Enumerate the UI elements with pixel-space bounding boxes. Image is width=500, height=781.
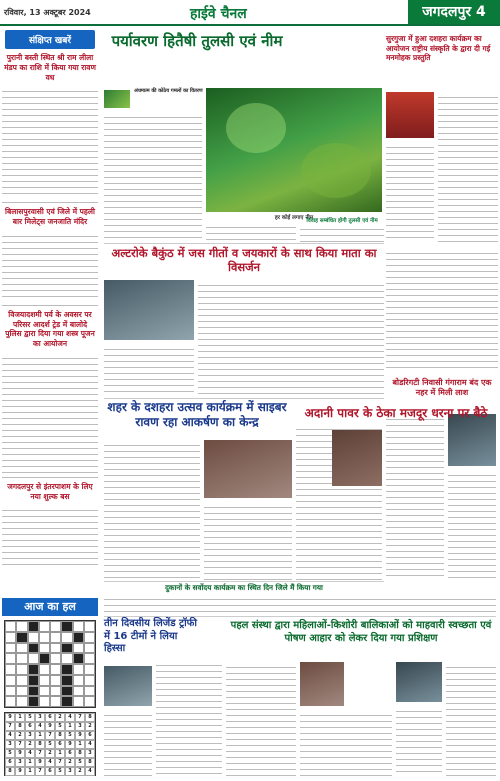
- sudoku-cell: 7: [45, 731, 55, 740]
- briefs-badge: संक्षिप्त खबरें: [5, 30, 95, 49]
- sudoku-cell: 2: [85, 722, 95, 731]
- crossword-cell: [16, 632, 27, 643]
- sudoku-cell: 7: [35, 749, 45, 758]
- crossword-grid: [4, 620, 96, 708]
- crossword-cell: [39, 696, 50, 707]
- right-text-3: [386, 414, 444, 580]
- cyber-text: [104, 440, 200, 580]
- headline-adani: अदानी पावर के ठेका मजदूर धरना पर बैठे: [304, 406, 488, 420]
- brief-headline-4: जगदलपुर से इंतरपाशम के लिए नया शुल्क बस: [7, 481, 93, 501]
- sudoku-cell: 1: [55, 749, 65, 758]
- issue-date: रविवार, 13 अक्टूबर 2024: [4, 8, 91, 17]
- training-text-1: [226, 662, 296, 776]
- training-text-4: [396, 706, 442, 776]
- crossword-cell: [28, 675, 39, 686]
- crossword-cell: [5, 632, 16, 643]
- crossword-cell: [16, 664, 27, 675]
- headline-visarjan: अल्टरोके बैकुंठ में जस गीतों व जयकारों के साथ किया माता का विसर्जन: [111, 246, 377, 275]
- sudoku-cell: 3: [15, 758, 25, 767]
- crossword-cell: [61, 686, 72, 697]
- sudoku-cell: 8: [15, 722, 25, 731]
- sudoku-cell: 8: [85, 758, 95, 767]
- crossword-cell: [84, 632, 95, 643]
- crossword-cell: [50, 643, 61, 654]
- sudoku-cell: 3: [85, 749, 95, 758]
- sudoku-cell: 4: [65, 713, 75, 722]
- right-headline-1: सुरगुजा में हुआ दशहरा कार्यक्रम का आयोजन राष्ट्रीय संस्कृति के द्वारा दी गई मनमोहक प्रस्तुति: [386, 34, 491, 63]
- crossword-cell: [61, 632, 72, 643]
- crossword-cell: [73, 675, 84, 686]
- right-text-2: [386, 248, 498, 373]
- headline-training: पहल संस्था द्वारा महिलाओं-किशोरी बालिकाओं को माहवारी स्वच्छता एवं पोषण आहार को लेकर दिया गया प्रशिक्षण: [230, 620, 492, 644]
- sudoku-cell: 2: [75, 767, 85, 776]
- brief-text-4: [2, 505, 98, 565]
- crossword-cell: [16, 696, 27, 707]
- crossword-cell: [84, 653, 95, 664]
- sudoku-cell: 9: [15, 749, 25, 758]
- crossword-cell: [61, 664, 72, 675]
- sudoku-cell: 2: [55, 713, 65, 722]
- trophy-photo: [104, 666, 152, 706]
- crossword-cell: [50, 621, 61, 632]
- crossword-cell: [28, 632, 39, 643]
- crossword-cell: [39, 632, 50, 643]
- story-text-col3: [300, 224, 384, 244]
- sudoku-cell: 4: [45, 758, 55, 767]
- crossword-cell: [28, 696, 39, 707]
- crossword-cell: [61, 675, 72, 686]
- crossword-cell: [28, 621, 39, 632]
- crossword-cell: [50, 675, 61, 686]
- sudoku-cell: 8: [75, 749, 85, 758]
- right-text-1b: [386, 142, 434, 242]
- sudoku-cell: 9: [15, 767, 25, 776]
- crossword-cell: [84, 664, 95, 675]
- sudoku-cell: 4: [25, 749, 35, 758]
- sudoku-cell: 6: [25, 722, 35, 731]
- crossword-cell: [61, 653, 72, 664]
- brief-text-1: [2, 86, 98, 198]
- section-title: हाईवे चैनल: [190, 6, 247, 22]
- crossword-cell: [73, 664, 84, 675]
- event-photo: [386, 92, 434, 138]
- crossword-cell: [16, 686, 27, 697]
- crossword-cell: [50, 632, 61, 643]
- sudoku-cell: 4: [85, 767, 95, 776]
- crossword-cell: [50, 664, 61, 675]
- sudoku-cell: 7: [5, 722, 15, 731]
- crossword-cell: [50, 696, 61, 707]
- sudoku-cell: 9: [75, 731, 85, 740]
- photo-caption: हर कोई लगाए नीम: [274, 215, 314, 221]
- training-text-3: [446, 662, 496, 776]
- crossword-cell: [73, 621, 84, 632]
- sudoku-cell: 5: [65, 731, 75, 740]
- visarjan-text: [198, 280, 384, 394]
- crossword-cell: [73, 632, 84, 643]
- sudoku-cell: 3: [5, 740, 15, 749]
- crossword-cell: [16, 643, 27, 654]
- crossword-cell: [5, 643, 16, 654]
- trophy-text: [156, 660, 222, 776]
- sudoku-cell: 7: [75, 713, 85, 722]
- sudoku-cell: 5: [25, 713, 35, 722]
- crossword-cell: [50, 653, 61, 664]
- crossword-cell: [73, 696, 84, 707]
- training-photo-2: [396, 662, 442, 702]
- sudoku-cell: 4: [5, 731, 15, 740]
- crossword-cell: [73, 643, 84, 654]
- crossword-cell: [84, 621, 95, 632]
- crossword-cell: [28, 686, 39, 697]
- crossword-cell: [61, 643, 72, 654]
- sudoku-cell: 8: [55, 731, 65, 740]
- crossword-cell: [16, 675, 27, 686]
- sudoku-cell: 2: [45, 749, 55, 758]
- sudoku-cell: 5: [5, 749, 15, 758]
- training-photo-1: [300, 662, 344, 706]
- visarjan-text-2: [104, 344, 194, 394]
- brief-headline-1: पुरानी बस्ती स्थित श्री राम लीला मंडप का राशि में किया गया रावण वध: [4, 53, 96, 82]
- sudoku-cell: 2: [25, 740, 35, 749]
- sudoku-cell: 1: [15, 713, 25, 722]
- sudoku-cell: 4: [85, 740, 95, 749]
- sudoku-cell: 1: [65, 722, 75, 731]
- crossword-cell: [5, 653, 16, 664]
- crossword-cell: [28, 653, 39, 664]
- puzzle-title: आज का हल: [2, 598, 98, 616]
- crossword-cell: [50, 686, 61, 697]
- sudoku-cell: 8: [35, 740, 45, 749]
- story-text-col1: [104, 112, 202, 240]
- sudoku-cell: 2: [65, 758, 75, 767]
- crossword-cell: [39, 653, 50, 664]
- sudoku-cell: 8: [5, 767, 15, 776]
- sudoku-cell: 7: [15, 740, 25, 749]
- crossword-cell: [39, 686, 50, 697]
- right-text-4: [448, 470, 496, 580]
- shops-text: [104, 594, 496, 614]
- crossword-cell: [73, 653, 84, 664]
- sudoku-cell: 5: [55, 722, 65, 731]
- crossword-cell: [39, 643, 50, 654]
- sudoku-cell: 7: [55, 758, 65, 767]
- headline-cyber-ravan: शहर के दशहरा उत्सव कार्यक्रम में साइबर रावण रहा आकर्षण का केन्द्र: [107, 400, 287, 429]
- victim-photo: [448, 414, 496, 466]
- sudoku-cell: 6: [45, 713, 55, 722]
- crossword-cell: [84, 696, 95, 707]
- story-text-col2: [206, 222, 296, 244]
- crossword-cell: [39, 621, 50, 632]
- crossword-cell: [5, 621, 16, 632]
- sudoku-cell: 6: [45, 767, 55, 776]
- side-subheading: विवाह सम्बंधित होगी तुलसी एवं नीम: [306, 218, 378, 224]
- sudoku-cell: 6: [55, 740, 65, 749]
- tulsi-neem-photo: [206, 88, 382, 212]
- crossword-cell: [61, 621, 72, 632]
- sudoku-cell: 2: [15, 731, 25, 740]
- crossword-cell: [5, 696, 16, 707]
- sudoku-cell: 1: [75, 740, 85, 749]
- brief-text-3: [2, 353, 98, 473]
- crossword-cell: [39, 675, 50, 686]
- training-text-2: [300, 710, 392, 776]
- sudoku-cell: 6: [5, 758, 15, 767]
- crossword-cell: [39, 664, 50, 675]
- sudoku-cell: 9: [35, 758, 45, 767]
- sudoku-cell: 3: [75, 722, 85, 731]
- thumbnail-image: [104, 90, 130, 108]
- sudoku-cell: 3: [25, 731, 35, 740]
- sudoku-cell: 8: [85, 713, 95, 722]
- sudoku-cell: 9: [65, 740, 75, 749]
- sudoku-cell: 6: [85, 731, 95, 740]
- brief-text-2: [2, 231, 98, 301]
- sudoku-cell: 5: [55, 767, 65, 776]
- edition-badge: जगदलपुर 4: [408, 0, 500, 24]
- brief-headline-3: विजयादशमी पर्व के अवसर पर परिसर आदर्श ट्रेड में बालोदे पुलिस द्वारा दिया गया शस्त्र पूजन का आयोजन: [5, 309, 95, 348]
- sudoku-cell: 9: [5, 713, 15, 722]
- crossword-cell: [84, 686, 95, 697]
- sudoku-cell: 1: [35, 731, 45, 740]
- crossword-cell: [16, 621, 27, 632]
- crossword-cell: [61, 696, 72, 707]
- crossword-cell: [28, 664, 39, 675]
- crossword-cell: [73, 686, 84, 697]
- crossword-cell: [28, 643, 39, 654]
- crossword-cell: [16, 653, 27, 664]
- sudoku-grid: [4, 712, 96, 776]
- brief-headline-2: बिलासपुरवासी एवं जिले में पहली बार मिलेट्स जनजाति मंदिर: [5, 207, 95, 226]
- visarjan-photo: [104, 280, 194, 340]
- crossword-cell: [84, 675, 95, 686]
- protest-photo: [332, 430, 382, 486]
- masthead: [0, 0, 500, 26]
- crossword-cell: [5, 664, 16, 675]
- sudoku-cell: 9: [45, 722, 55, 731]
- ravan-photo: [204, 440, 292, 498]
- crossword-cell: [5, 675, 16, 686]
- sub-headline: अंधमात्म की कोठेय गमलों का वितरण: [134, 88, 203, 94]
- sudoku-cell: 6: [65, 749, 75, 758]
- headline-shops: दुकानों के सर्वोदय कार्यक्रम का स्थित दिन जिले मैं किया गया: [165, 583, 323, 592]
- trophy-text-2: [104, 710, 152, 776]
- left-column: [2, 30, 98, 590]
- headline-trophy: तीन दिवसीय लिजेंड ट्रॉफी में 16 टीमों ने लिया हिस्सा: [104, 618, 197, 654]
- sudoku-cell: 5: [45, 740, 55, 749]
- sudoku-cell: 1: [25, 758, 35, 767]
- main-headline: पर्यावरण हितैषी तुलसी एवं नीम: [111, 32, 283, 50]
- sudoku-cell: 1: [25, 767, 35, 776]
- sudoku-cell: 3: [65, 767, 75, 776]
- sudoku-cell: 5: [75, 758, 85, 767]
- cyber-text-2: [204, 502, 292, 580]
- sudoku-cell: 4: [35, 722, 45, 731]
- right-headline-2: बोडरिगटी निवासी गंगाराम बंद एक नहर में मिली लाश: [392, 378, 492, 397]
- right-text-1: [438, 92, 498, 242]
- sudoku-cell: 3: [35, 713, 45, 722]
- sudoku-cell: 7: [35, 767, 45, 776]
- crossword-cell: [84, 643, 95, 654]
- crossword-cell: [5, 686, 16, 697]
